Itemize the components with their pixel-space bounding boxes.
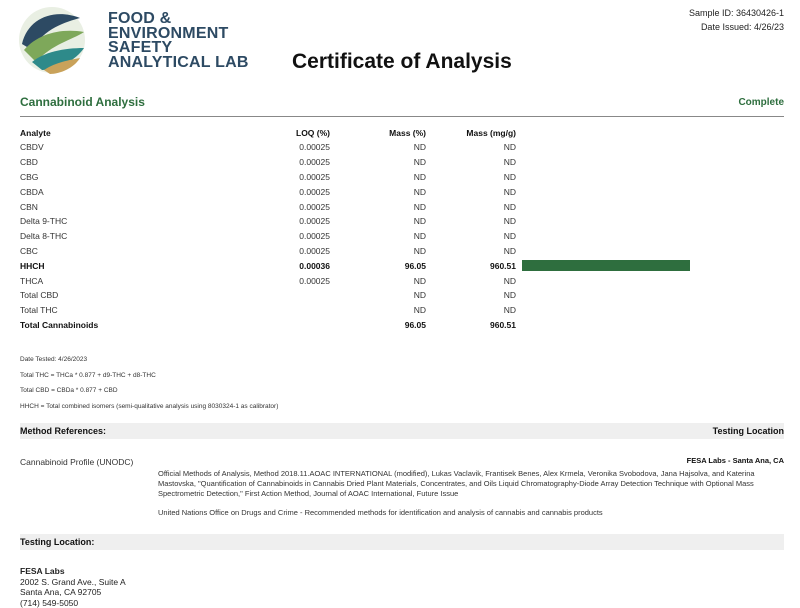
loq-cell: 0.00036 [220,258,330,273]
mass-mgg-cell: ND [426,273,516,288]
table-row [20,273,792,288]
analyte-cell: Delta 9-THC [20,214,220,229]
bar-cell [516,244,792,259]
lab-logo [14,4,214,76]
mass-mgg-cell: ND [426,244,516,259]
table-row [20,170,792,185]
analyte-cell: CBG [20,170,220,185]
loq-cell: 0.00025 [220,155,330,170]
mass-percent-cell: ND [330,229,426,244]
bar-cell [516,229,792,244]
note-line: Total THC = THCa * 0.877 + d9-THC + d8-THC [20,368,278,384]
table-row [20,184,792,199]
column-header: LOQ (%) [220,126,330,140]
column-header: Mass (%) [330,126,426,140]
mass-mgg-cell: ND [426,229,516,244]
mass-percent-cell: ND [330,170,426,185]
loq-cell: 0.00025 [220,184,330,199]
analyte-cell: HHCH [20,258,220,273]
lab-address-line: Santa Ana, CA 92705 [20,587,126,598]
table-row [20,258,792,273]
analyte-cell: CBC [20,244,220,259]
mass-percent-cell: ND [330,288,426,303]
mass-mgg-cell: ND [426,288,516,303]
mass-bar [522,260,690,271]
table-row [20,303,792,318]
status-badge: Complete [738,97,784,108]
mass-mgg-cell: ND [426,184,516,199]
lab-name-line: ANALYTICAL LAB [108,56,249,71]
loq-cell: 0.00025 [220,244,330,259]
mass-percent-cell: ND [330,199,426,214]
bar-cell [516,318,792,333]
bar-cell [516,303,792,318]
mass-percent-cell: ND [330,214,426,229]
method-references-header [20,423,784,439]
mass-percent-cell: ND [330,140,426,155]
loq-cell: 0.00025 [220,199,330,214]
loq-cell: 0.00025 [220,273,330,288]
loq-cell: 0.00025 [220,140,330,155]
mass-mgg-cell: ND [426,170,516,185]
sample-info [689,6,784,34]
mass-percent-cell: 96.05 [330,318,426,333]
method-reference: Official Methods of Analysis, Method 2018.11.AOAC INTERNATIONAL (modified), Lukas Vaclavik, Frantisek Benes, Alex Krmela, Veronika Svobodova, Jana Hajsolva, and Katerina Mastovska, "Quantification of Cannabinoids in Cannabis Dried Plant Materials, Concentrates, and Oils Liquid Chromatography-Diode Array Detection Technique with Optional Mass Spectrometric Detection," First Action Method, Journal of AOAC International, Future Issue [158,469,778,499]
bar-cell [516,273,792,288]
table-header-row [20,126,792,140]
table-row [20,229,792,244]
loq-cell: 0.00025 [220,229,330,244]
table-row [20,140,792,155]
table-row [20,244,792,259]
lab-name [108,12,249,70]
analyte-cell: THCA [20,273,220,288]
analyte-cell: Total Cannabinoids [20,318,220,333]
section-title: Cannabinoid Analysis [20,95,145,109]
lab-address [20,566,126,608]
divider [20,116,784,117]
bar-cell [516,258,792,273]
table-row [20,318,792,333]
testing-location-heading: Testing Location [713,426,784,436]
loq-cell [220,288,330,303]
loq-cell: 0.00025 [220,214,330,229]
mass-mgg-cell: ND [426,155,516,170]
bar-column-header [516,126,792,140]
analyte-cell: CBDA [20,184,220,199]
lab-address-name: FESA Labs [20,566,126,577]
method-name: Cannabinoid Profile (UNODC) [20,457,133,467]
analyte-cell: CBD [20,155,220,170]
mass-percent-cell: ND [330,303,426,318]
column-header: Analyte [20,126,220,140]
bar-cell [516,140,792,155]
mass-mgg-cell: ND [426,303,516,318]
note-line: Total CBD = CBDa * 0.877 + CBD [20,383,278,399]
testing-location-section-heading: Testing Location: [20,537,94,547]
lab-name-line: SAFETY [108,41,249,56]
lab-phone: (714) 549-5050 [20,598,126,608]
mass-percent-cell: 96.05 [330,258,426,273]
analyte-cell: Total CBD [20,288,220,303]
bar-cell [516,184,792,199]
notes [20,352,278,414]
leaf-globe-icon [14,4,90,76]
mass-mgg-cell: ND [426,214,516,229]
column-header: Mass (mg/g) [426,126,516,140]
mass-percent-cell: ND [330,155,426,170]
method-location: FESA Labs - Santa Ana, CA [687,456,784,465]
mass-mgg-cell: 960.51 [426,318,516,333]
mass-mgg-cell: 960.51 [426,258,516,273]
date-issued: Date Issued: 4/26/23 [689,20,784,34]
note-line: HHCH = Total combined isomers (semi-qualitative analysis using 8030324-1 as calibrator) [20,399,278,415]
loq-cell: 0.00025 [220,170,330,185]
mass-mgg-cell: ND [426,140,516,155]
mass-percent-cell: ND [330,244,426,259]
loq-cell [220,303,330,318]
method-reference-unodc: United Nations Office on Drugs and Crime - Recommended methods for identification and analysis of cannabis and cannabis products [158,508,603,517]
bar-cell [516,199,792,214]
bar-cell [516,155,792,170]
page-title: Certificate of Analysis [292,50,512,74]
lab-address-line: 2002 S. Grand Ave., Suite A [20,577,126,588]
table-row [20,199,792,214]
lab-name-line: FOOD & [108,12,249,27]
bar-cell [516,288,792,303]
table-row [20,288,792,303]
mass-percent-cell: ND [330,273,426,288]
mass-mgg-cell: ND [426,199,516,214]
table-row [20,214,792,229]
method-references-heading: Method References: [20,426,106,436]
bar-cell [516,214,792,229]
mass-percent-cell: ND [330,184,426,199]
analyte-cell: CBN [20,199,220,214]
sample-id: Sample ID: 36430426-1 [689,6,784,20]
testing-location-header [20,534,784,550]
lab-name-line: ENVIRONMENT [108,27,249,42]
analyte-cell: Delta 8-THC [20,229,220,244]
table-row [20,155,792,170]
loq-cell [220,318,330,333]
analyte-cell: CBDV [20,140,220,155]
note-line: Date Tested: 4/26/2023 [20,352,278,368]
results-table [20,126,792,332]
analyte-cell: Total THC [20,303,220,318]
bar-cell [516,170,792,185]
